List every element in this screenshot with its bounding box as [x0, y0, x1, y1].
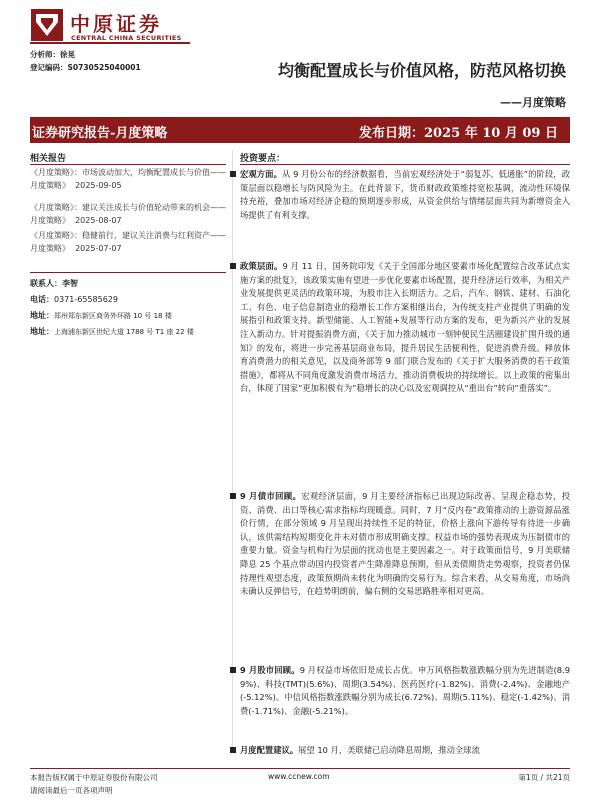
related-reports-heading: 相关报告	[30, 154, 67, 164]
registration-label: 登记编码：	[30, 63, 68, 72]
point-lead: 9 月债市回顾。	[240, 491, 302, 501]
analyst-name: 徐晃	[60, 50, 75, 59]
analyst-label: 分析师：	[30, 50, 60, 59]
point-text: 从 9 月份公布的经济数据看，当前宏观经济处于“弱复苏、低通胀”的阶段，政策层面以稳增长与防风险为主。在此背景下，货币财政政策维持宽松基调，流动性环境保持充裕，叠加市场对经济企稳的预期逐步形成，从资金供给与情绪层面共同为新增资金入场提供了有利支撑。	[240, 169, 570, 220]
column-divider	[232, 150, 233, 750]
contact-label: 联系人：	[30, 279, 62, 288]
bullet-square-icon	[230, 667, 236, 673]
related-report-item[interactable]	[30, 166, 226, 192]
address-label: 地址：	[30, 311, 54, 320]
related-report-title: 《月度策略》：稳健前行，建议关注消费与红利资产——月度策略》	[30, 231, 226, 253]
related-report-item[interactable]	[30, 201, 226, 227]
point-bond-review	[240, 490, 570, 599]
bullet-square-icon	[230, 171, 236, 177]
point-policy	[240, 260, 570, 396]
related-report-item[interactable]	[30, 229, 226, 255]
point-macro	[240, 168, 570, 222]
company-logo	[30, 6, 190, 44]
report-title: 均衡配置成长与价值风格，防范风格切换	[277, 61, 566, 80]
address-line	[30, 310, 172, 321]
footer-copyright: 本报告版权属于中原证券股份有限公司	[30, 773, 158, 782]
address-value-2: 上海浦东新区世纪大道 1788 号 T1 座 22 楼	[54, 328, 194, 336]
report-type: 证券研究报告-月度策略	[32, 126, 168, 141]
bullet-square-icon	[230, 493, 236, 499]
registration-code: S0730525040001	[67, 63, 141, 72]
company-logo-mark-icon	[30, 8, 64, 42]
related-report-date: 2025-07-07	[75, 244, 122, 253]
point-text: 展望 10 月，美联储已启动降息周期，推动全球流	[298, 745, 480, 755]
point-lead: 9 月股市回顾。	[240, 665, 300, 675]
contact-person-line	[30, 278, 78, 289]
phone-label: 电话：	[30, 295, 54, 304]
related-report-date: 2025-09-05	[75, 181, 122, 190]
related-report-title: 《月度策略》：建议关注成长与价值轮动带来的机会——月度策略》	[30, 203, 226, 225]
footer-website[interactable]: www.ccnew.com	[268, 772, 330, 781]
point-lead: 政策层面。	[240, 261, 283, 271]
logo-english-name: CENTRAL CHINA SECURITIES	[71, 34, 182, 42]
footer-rule	[30, 768, 570, 769]
address-label-2: 地址：	[30, 327, 54, 336]
address-line-2	[30, 326, 194, 337]
bullet-square-icon	[230, 747, 236, 753]
related-report-title: 《月度策略》：市场波动加大，均衡配置成长与价值——月度策略》	[30, 168, 226, 190]
related-report-date: 2025-08-07	[75, 216, 122, 225]
phone-number: 0371-65585629	[54, 295, 118, 304]
bullet-square-icon	[230, 263, 236, 269]
point-text: 宏观经济层面，9 月主要经济指标已出现边际改善、呈现企稳态势，投资、消费、出口等核心需求指标均现暖意。同时，7 月“反内卷”政策推动的上游资源品涨价行情，在部分领域 9 月呈现出持续性不足的特征，价格上涨向下游传导有待进一步确认，该供需结构短期变化并未对债市形成明确支撑。权益市场的强势表现成为压制债市的重要力量。资金与机构行为层面的扰动也是主要因素之一。对于政策面信号，9 月美联储降息 25 个基点带动国内投资者产生降准降息预期，但从美债期货走势观察，投资者仍保持理性观望态度，政策预期尚未转化为明确的交易行为。综合来看，从交易角度，市场尚未确认反弹信号，在趋势明朗前，偏右侧的交易思路胜率相对更高。	[240, 491, 570, 597]
footer-page-number: 第1页 / 共21页	[518, 773, 570, 782]
header-rule	[30, 42, 190, 44]
phone-line	[30, 294, 118, 305]
investment-points-rule	[240, 164, 570, 165]
point-text: 9 月权益市场依旧是成长占优。申万风格指数涨跌幅分别为先进制造(8.99%)、科技(TMT)(5.6%)、周期(3.54%)、医药医疗(-1.82%)、消费(-2.4%)、金融地产(-5.12%)。中信风格指数涨跌幅分别为成长(6.72%)、周期(5.11%)、稳定(-1.42%)、消费(-1.71%)、金融(-5.21%)。	[240, 665, 570, 716]
point-allocation	[240, 744, 570, 758]
point-text: 9 月 11 日，国务院印发《关于全国部分地区要素市场化配置综合改革试点实施方案的批复》，该政策实施有望进一步优化要素市场配置，提升经济运行效率，为相关产业发展提供更灵活的政策环境，为股市注入长期活力。之后，汽车、钢铁、建材、石油化工、有色、电子信息制造业的稳增长工作方案相继出台，为传统支柱产业提供了明确的发展指引和政策支持。新型储能、人工智能+发展等行动方案的发布，更为新兴产业的发展注入新动力。针对提振消费方面，《关于加力推动城市一刻钟便民生活圈建设扩围升级的通知》的发布，将进一步完善基层商业布局，提升居民生活便利性，促进消费升级。释放体育消费潜力的相关意见，以及商务部等 9 部门联合发布的《关于扩大服务消费的若干政策措施》，都将从不同角度激发消费市场活力，推动消费板块的持续增长。以上政策的密集出台，体现了国家“更加积极有为”稳增长的决心以及宏观调控从“重出台”转向“重落实”。	[240, 261, 570, 394]
footer-disclaimer: 请阅读最后一页各项声明	[30, 786, 113, 795]
address-value: 郑州郑东新区商务外环路 10 号 18 楼	[54, 312, 172, 320]
report-subtitle: ——月度策略	[500, 96, 566, 109]
investment-points-heading: 投资要点：	[240, 154, 286, 164]
contact-rule	[30, 272, 226, 273]
point-lead: 月度配置建议。	[240, 745, 299, 755]
contact-name: 李智	[62, 279, 78, 288]
publish-date: 发布日期：2025 年 10 月 09 日	[359, 126, 558, 141]
point-stock-review	[240, 664, 570, 718]
point-lead: 宏观方面。	[240, 169, 282, 179]
logo-chinese-name: 中原证券	[70, 12, 162, 36]
report-banner	[30, 117, 570, 143]
related-reports-rule	[30, 164, 226, 165]
